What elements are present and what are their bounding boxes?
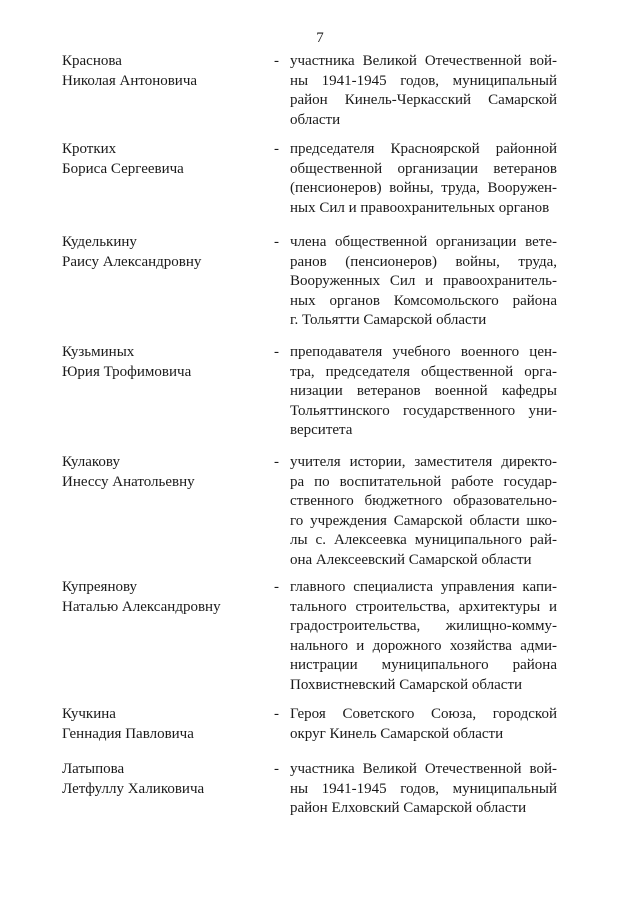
description-line: Героя Советского Союза, городской (290, 706, 557, 722)
description-line: области (290, 111, 341, 128)
description (290, 52, 557, 130)
description-line: общественной организации ветеранов (290, 160, 557, 177)
surname: Куделькину (62, 234, 137, 250)
dash-separator: - (274, 234, 279, 250)
description-line: тального строительства, архитектуры и (290, 598, 557, 615)
description-line: тра, председателя общественной орга- (290, 363, 557, 380)
page-number: 7 (316, 30, 324, 46)
description-line: ны 1941-1945 годов, муниципальный (290, 780, 557, 797)
given-names: Раису Александровну (62, 253, 202, 270)
description-line: район Кинель-Черкасский Самарской (290, 92, 557, 108)
description-line: ных органов Комсомольского района (290, 292, 557, 309)
surname: Краснова (62, 53, 122, 69)
dash-separator: - (274, 344, 279, 360)
description-line: го учреждения Самарской области шко- (290, 512, 557, 529)
description-line: ра по воспитательной работе государ- (290, 473, 557, 490)
given-names: Бориса Сергеевича (62, 160, 184, 177)
description-line: лы с. Алексеевка муниципального рай- (290, 532, 557, 548)
given-names: Юрия Трофимовича (62, 363, 192, 380)
description-line: преподавателя учебного военного цен- (290, 344, 557, 360)
dash-separator: - (274, 454, 279, 470)
dash-separator: - (274, 141, 279, 157)
given-names: Инессу Анатольевну (62, 473, 195, 490)
description-line: участника Великой Отечественной вой- (290, 761, 557, 777)
given-names: Николая Антоновича (62, 72, 198, 89)
description-line: г. Тольятти Самарской области (290, 312, 487, 328)
description-line: нистрации муниципального района (290, 657, 557, 673)
description-line: ранов (пенсионеров) войны, труда, (290, 253, 557, 270)
given-names: Летфуллу Халиковича (62, 780, 205, 797)
surname: Кулакову (62, 454, 120, 470)
description-line: Тольяттинского государственного уни- (290, 402, 557, 419)
description (290, 760, 557, 819)
description-line: район Елховский Самарской области (290, 800, 527, 816)
person-name (62, 705, 267, 744)
surname: Кротких (62, 141, 117, 157)
description (290, 453, 557, 570)
description-line: (пенсионеров) войны, труда, Вооружен- (290, 180, 557, 196)
person-name (62, 578, 267, 617)
person-name (62, 453, 267, 492)
description (290, 578, 557, 695)
description-line: округ Кинель Самарской области (290, 725, 504, 742)
description-line: участника Великой Отечественной вой- (290, 53, 557, 69)
description-line: нального и дорожного хозяйства адми- (290, 637, 557, 654)
given-names: Геннадия Павловича (62, 725, 194, 742)
description-line: председателя Красноярской районной (290, 141, 557, 157)
description-line: ны 1941-1945 годов, муниципальный (290, 72, 557, 89)
surname: Кучкина (62, 706, 116, 722)
dash-separator: - (274, 53, 279, 69)
person-name (62, 233, 267, 272)
description-line: главного специалиста управления капи- (290, 579, 557, 595)
description-line: ственного бюджетного образовательно- (290, 493, 557, 509)
person-name (62, 343, 267, 382)
description-line: члена общественной организации вете- (290, 234, 557, 250)
description-line: ных Сил и правоохранительных органов (290, 199, 550, 216)
description-line: верситета (290, 422, 353, 438)
person-name (62, 140, 267, 179)
description-line: низации ветеранов военной кафедры (290, 383, 557, 399)
given-names: Наталью Александровну (62, 598, 221, 615)
person-name (62, 52, 267, 91)
description-line: Вооруженных Сил и правоохранитель- (290, 273, 557, 289)
dash-separator: - (274, 579, 279, 595)
description (290, 233, 557, 331)
description-line: Похвистневский Самарской области (290, 676, 523, 693)
description (290, 343, 557, 441)
surname: Латыпова (62, 761, 125, 777)
surname: Кузьминых (62, 344, 135, 360)
description (290, 140, 557, 218)
description-line: учителя истории, заместителя директо- (290, 454, 557, 470)
description-line: она Алексеевский Самарской области (290, 551, 532, 568)
description-line: градостроительства, жилищно-комму- (290, 618, 557, 634)
description (290, 705, 557, 744)
person-name (62, 760, 267, 799)
dash-separator: - (274, 761, 279, 777)
dash-separator: - (274, 706, 279, 722)
surname: Купреянову (62, 579, 138, 595)
